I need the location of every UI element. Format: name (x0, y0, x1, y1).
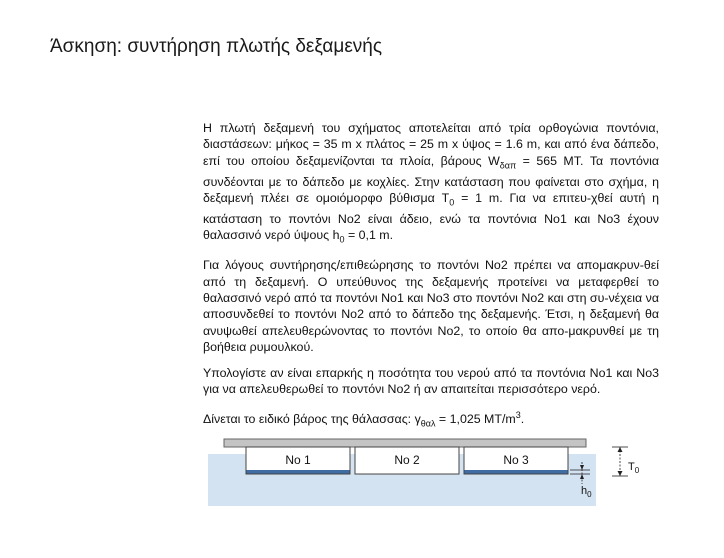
paragraph-4 (203, 407, 659, 432)
p4-part-a: Δίνεται το ειδικό βάρος της θάλασσας: γ (203, 411, 421, 426)
paragraph-3: Υπολογίστε αν είναι επαρκής η ποσότητα του νερού από τα ποντόνια Νο1 και Νο3 για να απελευθερωθεί το ποντόνι Νο2 ή αν απαιτείται περισσότερο νερό. (203, 365, 659, 397)
page-title: Άσκηση: συντήρηση πλωτής δεξαμενής (50, 36, 383, 57)
pontoon-label-3: No 3 (503, 453, 529, 467)
p1-part-d: = 0,1 m. (344, 228, 394, 243)
draft-arrow-top (618, 447, 623, 452)
pontoon-label-1: No 1 (285, 453, 311, 467)
ballast-water-1 (247, 470, 350, 474)
pontoon-label-2: No 2 (394, 453, 420, 467)
p4-part-b: = 1,025 ΜΤ/m (435, 411, 516, 426)
gamma-subscript: θαλ (420, 418, 436, 429)
p1-part-c: = 1 m. Για να επιτευ-χθεί αυτή η κατάσταση το ποντόνι Νο2 είναι άδειο, ενώ τα ποντόνια Νο1 και Νο3 έχουν θαλασσινό νερό ύψους h (203, 191, 659, 243)
w-subscript: δαπ (499, 160, 517, 171)
p1-part-b: = 565 MT. Τα ποντόνια συνδέονται με το δάπεδο με κοχλίες. Στην κατάσταση που φαίνεται στο σχήμα, η δεξαμενή πλέει σε ομοιόμορφο βύθισμα T (203, 153, 659, 206)
p1-part-a: Η πλωτή δεξαμενή του σχήματος αποτελείται από τρία ορθογώνια ποντόνια, διαστάσεων: μήκος = 35 m x πλάτος = 25 m x ύψος = 1.6 m, και από ένα δάπεδο, επί του οποίου δεξαμενίζονται τα πλοία, βάρους W (203, 121, 659, 168)
p4-part-c: . (520, 411, 525, 426)
paragraph-2: Για λόγους συντήρησης/επιθεώρησης το ποντόνι Νο2 πρέπει να απομακρυν-θεί από τη δεξαμενή. Ο υπεύθυνος της δεξαμενής προτείνει να μεταφερθεί το θαλασσινό νερό από τα ποντόνι Νο1 και Νο3 στο ποντόνι Νο2 και στη συ-νέχεια να αποσυνδεθεί το ποντόνι Νο2 από το δάπεδο της δεξαμενής. Έτσι, η δεξαμενή θα ανυψωθεί απελευθερώνοντας το ποντόνι Νο2, το οποίο θα απο-μακρυνθεί με τη βοήθεια ρυμουλκού. (203, 258, 659, 355)
dock-deck (224, 439, 586, 447)
h0-subscript: 0 (339, 234, 345, 245)
t0-subscript: 0 (449, 197, 455, 208)
draft-arrow-bottom (618, 471, 623, 476)
unit-superscript: 3 (515, 409, 521, 420)
paragraph-1 (203, 120, 659, 248)
water-label: $h_0$ (581, 485, 592, 499)
draft-label: $T_0$ (628, 461, 640, 475)
floating-dock-diagram (208, 434, 648, 514)
ballast-water-3 (465, 470, 568, 474)
problem-text (203, 120, 659, 441)
